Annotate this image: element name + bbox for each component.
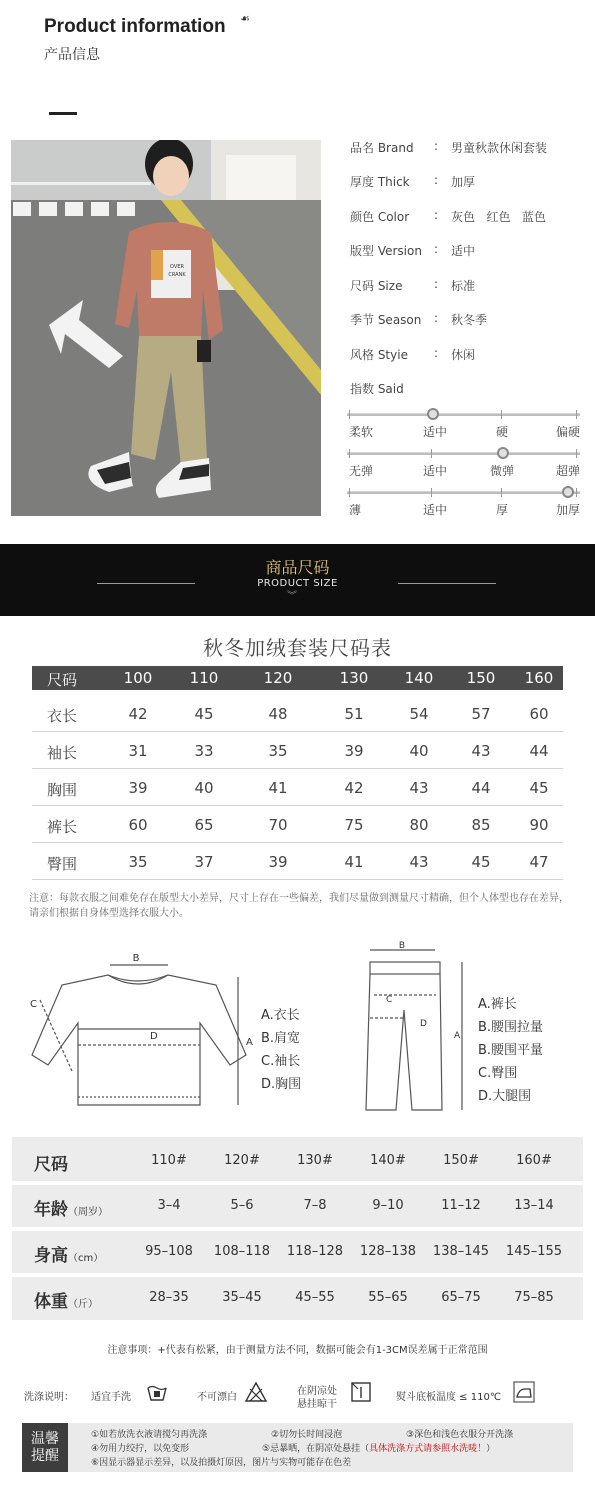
- legend-item: B.腰围平量: [478, 1043, 544, 1058]
- tip-item: ⑥因显示器显示差异，以及拍摄灯原因，图片与实物可能存在色差: [91, 1458, 352, 1468]
- table-cell: 140#: [370, 1153, 406, 1168]
- attr-value: 适中: [451, 244, 476, 258]
- header-cell: 140: [404, 669, 434, 687]
- table-row: [32, 695, 563, 732]
- legend-item: A.衣长: [261, 1008, 300, 1023]
- table-cell: 75–85: [514, 1290, 554, 1305]
- section-title: Product information: [44, 16, 226, 37]
- table-row: [12, 1278, 583, 1318]
- table-cell: 39: [128, 779, 148, 797]
- table-cell: 35: [128, 853, 148, 871]
- row-label: 尺码: [34, 1155, 68, 1175]
- scale-label: 柔软: [349, 425, 374, 439]
- attr-separator: :: [434, 346, 439, 360]
- diagram-letter: C: [386, 995, 393, 1005]
- table-cell: 39: [268, 853, 288, 871]
- table-cell: 60: [529, 705, 549, 723]
- table-row: [32, 806, 563, 843]
- pants-diagram: [350, 940, 480, 1115]
- table-cell: 13–14: [514, 1198, 554, 1213]
- attr-separator: :: [434, 173, 439, 187]
- table-cell: 65: [194, 816, 214, 834]
- table-cell: 118–128: [286, 1244, 344, 1259]
- shade-dry-label: 悬挂晾干: [297, 1399, 337, 1410]
- table-cell: 51: [344, 705, 364, 723]
- table-row: [32, 843, 563, 880]
- table-cell: 43: [409, 853, 429, 871]
- size-table-header: [32, 666, 563, 690]
- attr-value: 男童秋款休闲套装: [451, 141, 548, 155]
- table-cell: 44: [471, 779, 491, 797]
- attr-separator: :: [434, 139, 439, 153]
- table-row: [32, 769, 563, 806]
- table-row: [32, 732, 563, 769]
- attr-key: 尺码 Size: [350, 279, 403, 293]
- banner-title: 商品尺码: [265, 558, 330, 577]
- diagram-letter: C: [30, 999, 37, 1010]
- header-cell: 100: [123, 669, 153, 687]
- tip-item: ⑤忌暴晒，在阴凉处悬挂（具体洗涤方式请参照水洗唛！）: [262, 1444, 496, 1454]
- table-cell: 5–6: [230, 1198, 254, 1213]
- table-cell: 28–35: [149, 1290, 189, 1305]
- shirt-print-top: OVER: [170, 264, 184, 270]
- thickness-scale: [347, 487, 580, 499]
- index-label: 指数 Said: [350, 382, 404, 396]
- attr-key: 品名 Brand: [350, 141, 414, 155]
- row-label: 胸围: [46, 781, 77, 799]
- table-cell: 39: [344, 742, 364, 760]
- table-cell: 128–138: [359, 1244, 417, 1259]
- table-cell: 45: [194, 705, 214, 723]
- table-cell: 80: [409, 816, 429, 834]
- row-label: 体重（斤）: [34, 1292, 98, 1312]
- scale-label: 微弹: [490, 464, 515, 478]
- table-cell: 43: [409, 779, 429, 797]
- table-cell: 45–55: [295, 1290, 335, 1305]
- table-row: [12, 1141, 583, 1181]
- wash-title: 洗涤说明：: [24, 1392, 74, 1403]
- table-cell: 108–118: [213, 1244, 271, 1259]
- table-cell: 40: [194, 779, 214, 797]
- scale-label: 适中: [423, 464, 448, 478]
- chevron-down-icon: ︾: [287, 591, 297, 602]
- scale-label: 无弹: [349, 464, 374, 478]
- table-cell: 60: [128, 816, 148, 834]
- header-cell: 130: [339, 669, 369, 687]
- table-cell: 47: [529, 853, 549, 871]
- scale-label: 适中: [423, 503, 448, 517]
- legend-item: B.肩宽: [261, 1031, 301, 1046]
- header-cell: 150: [466, 669, 496, 687]
- decor-icon: ☙: [240, 12, 250, 25]
- table-cell: 145–155: [505, 1244, 563, 1259]
- table-cell: 31: [128, 742, 148, 760]
- no-bleach-icon: [245, 1381, 267, 1403]
- table-row: [12, 1186, 583, 1226]
- table-cell: 43: [471, 742, 491, 760]
- table-cell: 45: [529, 779, 549, 797]
- table-cell: 7–8: [303, 1198, 327, 1213]
- header-cell: 120: [263, 669, 293, 687]
- diagram-letter: A: [454, 1031, 461, 1041]
- row-label: 年龄（周岁）: [34, 1200, 108, 1220]
- attr-separator: :: [434, 208, 439, 222]
- table-cell: 41: [268, 779, 288, 797]
- attr-value: 休闲: [451, 348, 476, 362]
- row-label: 臀围: [46, 855, 77, 873]
- table-cell: 65–75: [441, 1290, 481, 1305]
- diagram-letter: B: [132, 953, 140, 964]
- row-label: 裤长: [46, 818, 77, 836]
- table-cell: 35–45: [222, 1290, 262, 1305]
- table-cell: 90: [529, 816, 549, 834]
- shade-dry-label: 在阴凉处: [297, 1386, 337, 1397]
- row-label: 衣长: [46, 707, 77, 725]
- attr-value: 灰色 红色 蓝色: [451, 210, 546, 224]
- attr-key: 厚度 Thick: [350, 175, 410, 189]
- softness-scale: [347, 409, 580, 421]
- measurement-note: 注意事项：+代表有松紧，由于测量方法不同，数据可能会有1-3CM误差属于正常范围: [107, 1345, 488, 1356]
- scale-label: 适中: [423, 425, 448, 439]
- banner-subtitle: PRODUCT SIZE: [257, 578, 338, 589]
- diagram-letter: A: [246, 1037, 253, 1048]
- scale-marker: [497, 447, 509, 459]
- table-cell: 9–10: [372, 1198, 404, 1213]
- table-cell: 75: [344, 816, 364, 834]
- scale-label: 加厚: [556, 503, 581, 517]
- table-cell: 150#: [443, 1153, 479, 1168]
- scale-label: 硬: [496, 425, 509, 439]
- shirt-print-bottom: CRANK: [168, 272, 186, 278]
- attr-value: 标准: [451, 279, 476, 293]
- legend-item: A.裤长: [478, 997, 517, 1012]
- header-cell: 110: [189, 669, 219, 687]
- size-note: 注意：每款衣服之间难免存在版型大小差异，尺寸上存在一些偏差，我们尽量做到测量尺寸精确，但个人体型也存在差异，请亲们根据自身体型选择衣服大小。: [29, 893, 569, 919]
- table-cell: 44: [529, 742, 549, 760]
- table-cell: 57: [471, 705, 491, 723]
- tip-item: ①如若放洗衣液请搅匀再洗涤: [91, 1430, 208, 1440]
- table-cell: 120#: [224, 1153, 260, 1168]
- table-row: [12, 1232, 583, 1272]
- attr-key: 版型 Version: [350, 244, 422, 258]
- warm-tips-badge: 温馨 提醒: [22, 1423, 68, 1472]
- scale-label: 超弹: [556, 464, 581, 478]
- legend-item: C.臀围: [478, 1066, 518, 1081]
- header-cell: 尺码: [46, 671, 77, 689]
- table-cell: 70: [268, 816, 288, 834]
- table-cell: 37: [194, 853, 214, 871]
- table-cell: 130#: [297, 1153, 333, 1168]
- attr-separator: :: [434, 311, 439, 325]
- table-cell: 48: [268, 705, 288, 723]
- legend-item: C.袖长: [261, 1054, 301, 1069]
- header-cell: 160: [524, 669, 554, 687]
- shirt-diagram: [20, 945, 260, 1115]
- attr-separator: :: [434, 242, 439, 256]
- table-cell: 160#: [516, 1153, 552, 1168]
- attr-value: 加厚: [451, 175, 476, 189]
- legend-item: B.腰围拉量: [478, 1020, 544, 1035]
- tip-item: ④勿用力绞拧，以免变形: [91, 1444, 190, 1454]
- scale-label: 薄: [349, 503, 362, 517]
- size-banner: [0, 544, 595, 616]
- iron-label: 熨斗底板温度 ≤ 110℃: [396, 1392, 502, 1403]
- elasticity-scale: [347, 448, 580, 460]
- table-cell: 33: [194, 742, 214, 760]
- row-label: 身高（cm）: [34, 1246, 104, 1266]
- wash-hand-label: 适宜手洗: [91, 1392, 131, 1403]
- table-cell: 42: [344, 779, 364, 797]
- product-photo: [11, 140, 321, 516]
- legend-item: D.大腿围: [478, 1089, 532, 1104]
- section-subtitle: 产品信息: [44, 47, 100, 63]
- table-cell: 55–65: [368, 1290, 408, 1305]
- table-cell: 85: [471, 816, 491, 834]
- divider: [49, 112, 77, 115]
- attr-separator: :: [434, 277, 439, 291]
- table-cell: 42: [128, 705, 148, 723]
- row-label: 袖长: [46, 744, 77, 762]
- diagram-letter: D: [150, 1031, 158, 1042]
- tip-item: ③深色和浅色衣服分开洗涤: [406, 1430, 514, 1440]
- no-bleach-label: 不可漂白: [197, 1392, 237, 1403]
- table-cell: 11–12: [441, 1198, 481, 1213]
- line-dry-icon: [350, 1381, 372, 1403]
- scale-label: 偏硬: [556, 425, 581, 439]
- attr-key: 风格 Styie: [350, 348, 408, 362]
- attr-key: 颜色 Color: [350, 210, 410, 224]
- scale-marker: [427, 408, 439, 420]
- attr-value: 秋冬季: [451, 313, 488, 327]
- table-cell: 110#: [151, 1153, 187, 1168]
- tip-item: ②切勿长时间浸泡: [271, 1430, 343, 1440]
- table-cell: 35: [268, 742, 288, 760]
- scale-marker: [562, 486, 574, 498]
- hand-wash-icon: [146, 1381, 168, 1403]
- table-cell: 95–108: [145, 1244, 193, 1259]
- table-cell: 138–145: [432, 1244, 490, 1259]
- scale-label: 厚: [496, 503, 509, 517]
- diagram-letter: D: [420, 1019, 427, 1029]
- size-table-title: 秋冬加绒套装尺码表: [203, 636, 392, 660]
- diagram-letter: B: [398, 941, 406, 951]
- table-cell: 54: [409, 705, 429, 723]
- tip-warning: 具体洗涤方式请参照水洗唛！: [369, 1444, 487, 1454]
- table-cell: 41: [344, 853, 364, 871]
- attr-key: 季节 Season: [350, 313, 422, 327]
- table-cell: 40: [409, 742, 429, 760]
- table-cell: 3–4: [157, 1198, 181, 1213]
- table-cell: 45: [471, 853, 491, 871]
- iron-icon: [513, 1381, 535, 1403]
- legend-item: D.胸围: [261, 1077, 302, 1092]
